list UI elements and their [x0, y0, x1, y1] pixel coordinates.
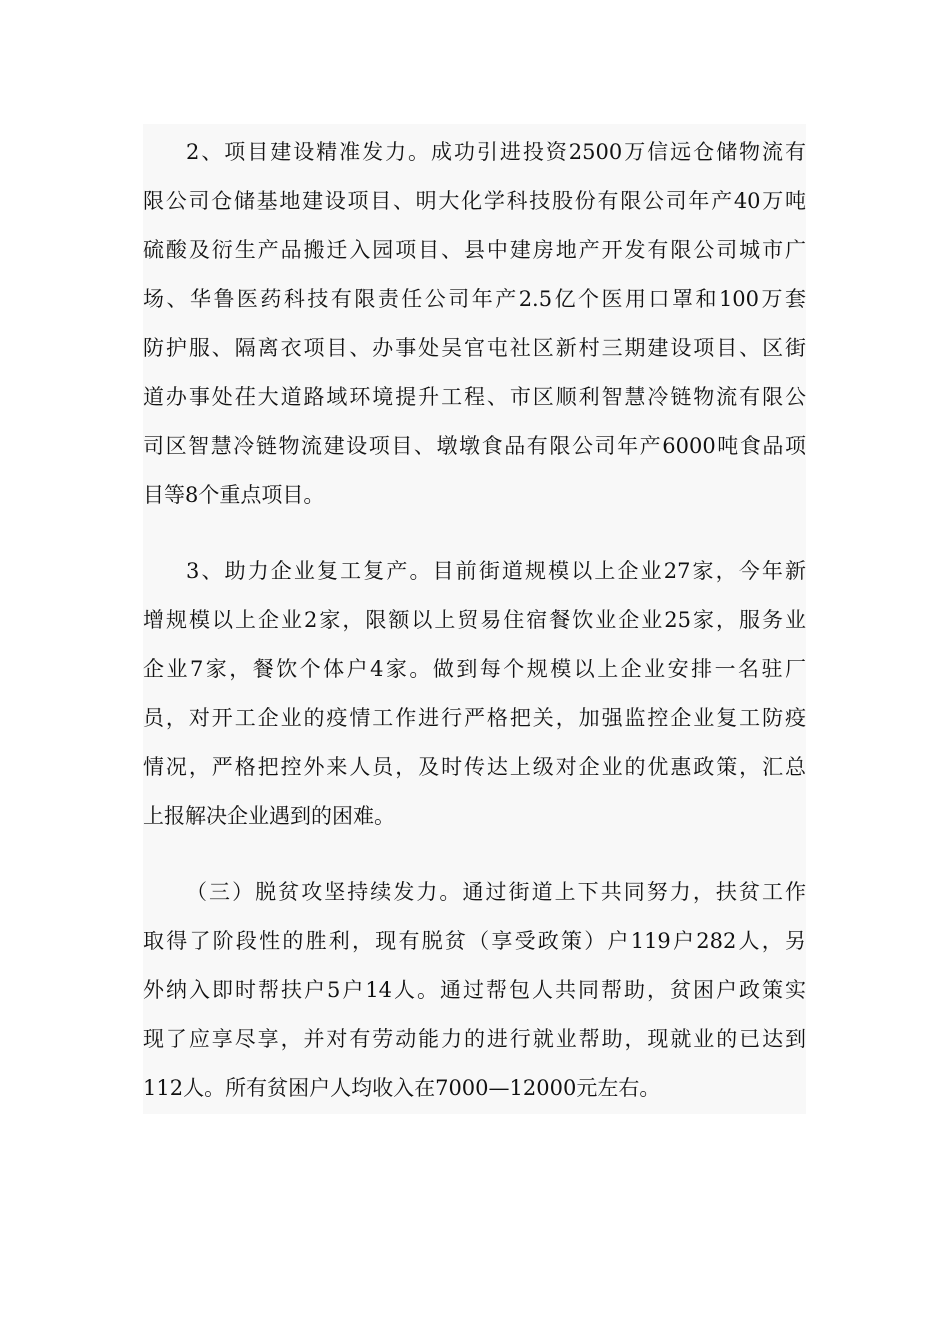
- paragraph-line: 取得了阶段性的胜利，现有脱贫（享受政策）户119户282人，另: [143, 929, 806, 953]
- paragraph-line: 112人。所有贫困户人均收入在7000—12000元左右。: [143, 1076, 661, 1100]
- paragraph-line: 情况，严格把控外来人员，及时传达上级对企业的优惠政策，汇总: [143, 755, 806, 779]
- paragraph-line: 场、华鲁医药科技有限责任公司年产2.5亿个医用口罩和100万套: [143, 287, 806, 311]
- paragraph-line: 3、助力企业复工复产。目前街道规模以上企业27家，今年新: [186, 559, 806, 583]
- document-body: [143, 124, 806, 1114]
- paragraph-line: 2、项目建设精准发力。成功引进投资2500万信远仓储物流有: [186, 140, 806, 164]
- paragraph-line: 增规模以上企业2家，限额以上贸易住宿餐饮业企业25家，服务业: [143, 608, 806, 632]
- paragraph-line: 硫酸及衍生产品搬迁入园项目、县中建房地产开发有限公司城市广: [143, 238, 806, 262]
- paragraph-line: 员，对开工企业的疫情工作进行严格把关，加强监控企业复工防疫: [143, 706, 806, 730]
- paragraph-line: 目等8个重点项目。: [143, 483, 325, 507]
- paragraph-line: 现了应享尽享，并对有劳动能力的进行就业帮助，现就业的已达到: [143, 1027, 806, 1051]
- paragraph-line: （三）脱贫攻坚持续发力。通过街道上下共同努力，扶贫工作: [186, 880, 806, 904]
- paragraph-line: 外纳入即时帮扶户5户14人。通过帮包人共同帮助，贫困户政策实: [143, 978, 806, 1002]
- paragraph-line: 上报解决企业遇到的困难。: [143, 804, 395, 828]
- paragraph-line: 企业7家，餐饮个体户4家。做到每个规模以上企业安排一名驻厂: [143, 657, 806, 681]
- paragraph-line: 限公司仓储基地建设项目、明大化学科技股份有限公司年产40万吨: [143, 189, 806, 213]
- paragraph-line: 道办事处茌大道路域环境提升工程、市区顺利智慧冷链物流有限公: [143, 385, 806, 409]
- paragraph-line: 防护服、隔离衣项目、办事处吴官屯社区新村三期建设项目、区街: [143, 336, 806, 360]
- paragraph-line: 司区智慧冷链物流建设项目、墩墩食品有限公司年产6000吨食品项: [143, 434, 806, 458]
